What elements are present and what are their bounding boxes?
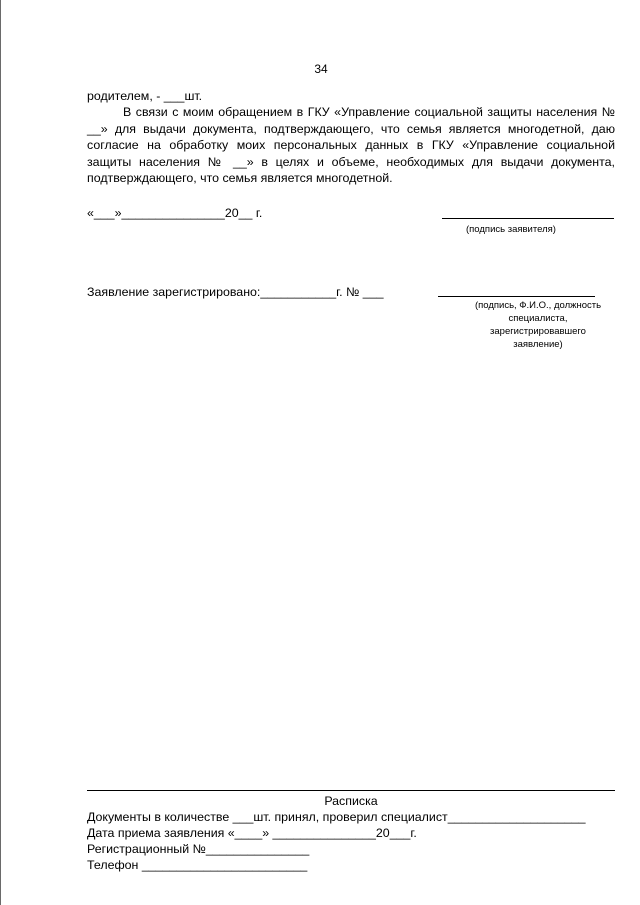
receipt-title: Расписка [324,794,378,808]
specialist-caption-1: (подпись, Ф.И.О., должность [474,300,602,311]
consent-paragraph [87,104,615,187]
registration-line: Заявление зарегистрировано:___________г. № ___ [87,285,384,299]
specialist-signature-line [438,296,595,297]
receipt-documents-line: Документы в количестве ___шт. принял, проверил специалист____________________ [87,810,586,824]
specialist-caption-4: заявление) [513,339,563,350]
page-number: 34 [314,62,328,76]
receipt-phone-line: Телефон ________________________ [87,858,308,872]
application-date-line: «___»_______________20__ г. [87,206,263,220]
specialist-caption-2: специалиста, [508,313,568,324]
opening-line: родителем, - ___шт. [87,89,203,103]
receipt-separator [87,790,615,791]
receipt-registration-line: Регистрационный №_______________ [87,842,310,856]
receipt-date-line: Дата приема заявления «____» _______________20___г. [87,826,417,840]
consent-text: В связи с моим обращением в ГКУ «Управление социальной защиты населения № __» для выдачи документа, подтверждающего, что семья является многодетной, даю согласие на обработку моих персональных данных в ГКУ «Управление социальной защиты населения № __» в целях и объеме, необходимых для выдачи документа, подтверждающего, что семья является многодетной. [87,105,615,185]
applicant-signature-line [442,218,614,219]
specialist-caption-3: зарегистрировавшего [490,326,586,337]
applicant-signature-caption: (подпись заявителя) [466,224,556,235]
